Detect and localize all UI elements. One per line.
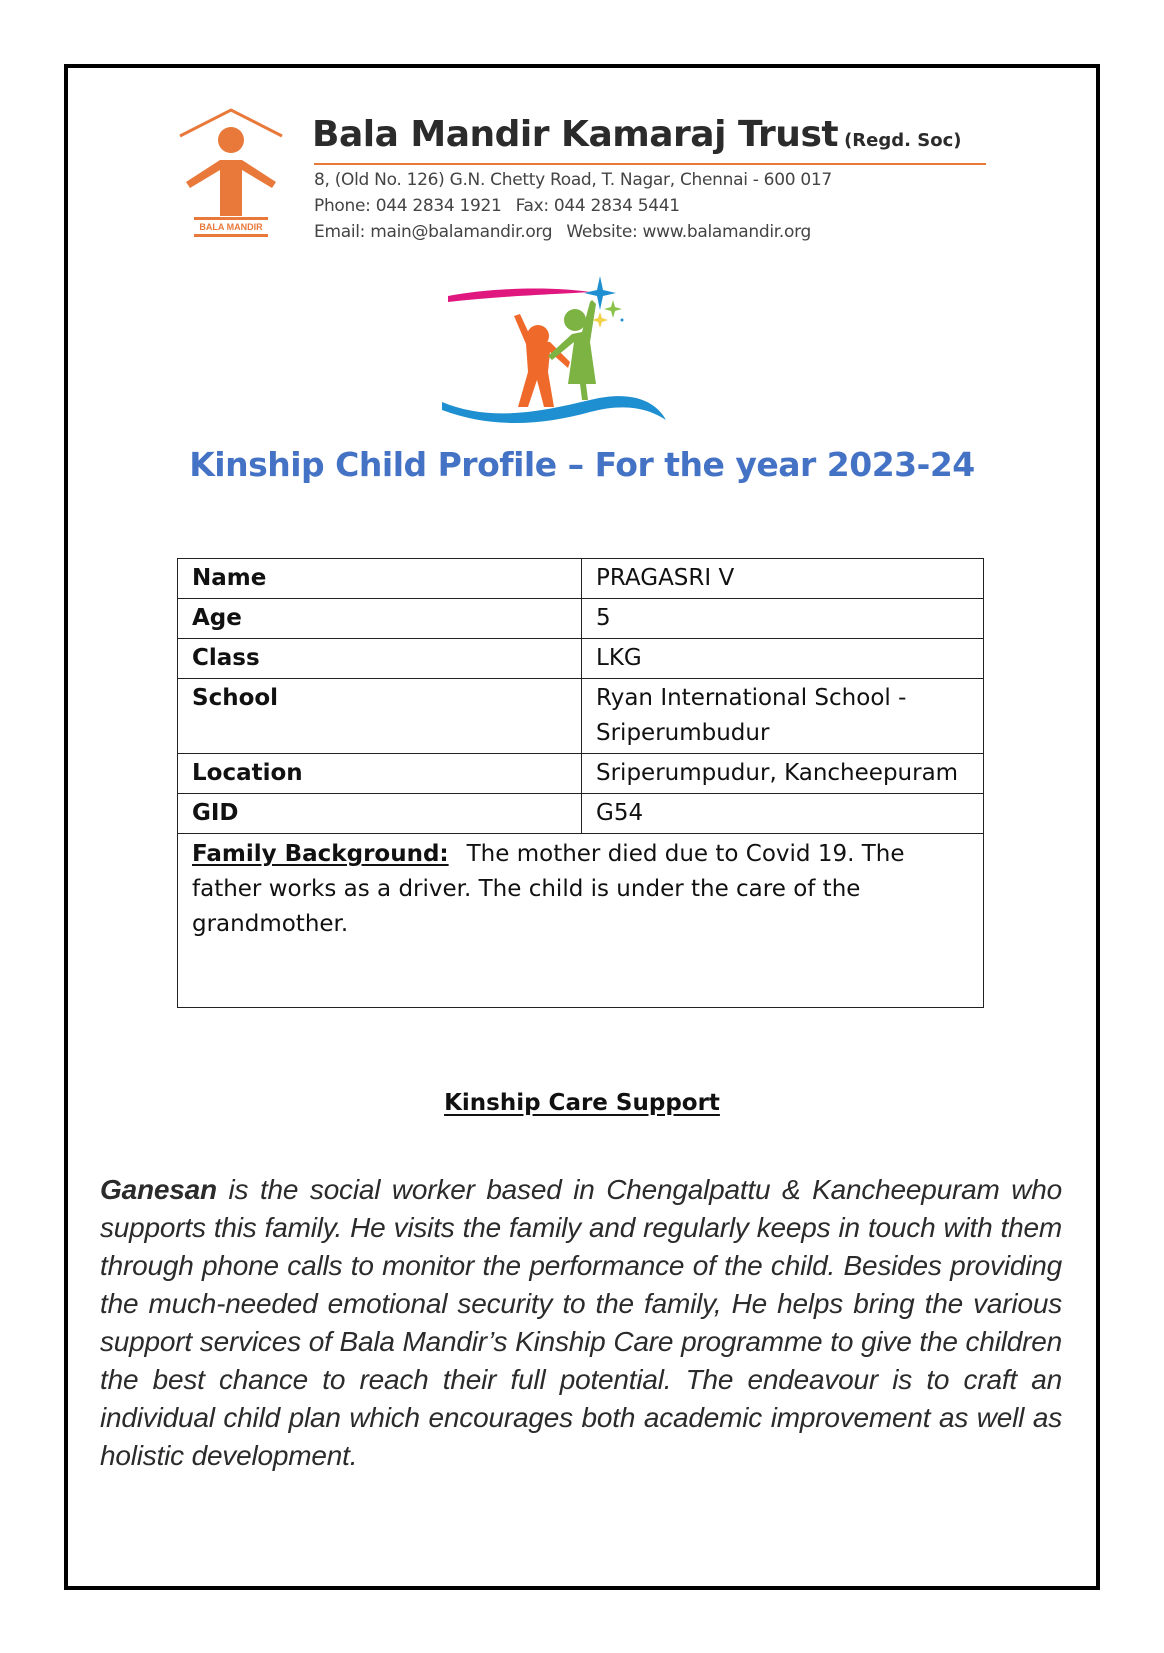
family-background-label: Family Background: (192, 841, 449, 867)
org-contact-phone-fax (314, 196, 680, 216)
row-value-class: LKG (582, 639, 984, 679)
org-address: 8, (Old No. 126) G.N. Chetty Road, T. Nagar, Chennai - 600 017 (314, 170, 832, 190)
org-registration: (Regd. Soc) (844, 130, 962, 151)
social-worker-name: Ganesan (100, 1174, 217, 1205)
page-title: Kinship Child Profile – For the year 2023-24 (189, 445, 975, 484)
ribbon-shape (448, 289, 590, 302)
star-blue-icon (584, 276, 616, 310)
row-label: School (178, 679, 582, 754)
row-label: Class (178, 639, 582, 679)
row-value-location: Sriperumpudur, Kancheepuram (582, 754, 984, 794)
section-heading-kinship-care-support: Kinship Care Support (444, 1090, 720, 1116)
star-green-icon (604, 300, 622, 318)
boy-figure (514, 314, 570, 407)
support-paragraph (100, 1171, 1062, 1475)
wave-shape (442, 396, 666, 423)
org-name-text: Bala Mandir Kamaraj Trust (312, 114, 839, 155)
star-yellow-icon (592, 312, 608, 328)
org-contact-web (314, 222, 811, 242)
children-reaching-stars-icon (440, 272, 680, 437)
logo-caption: BALA MANDIR (199, 222, 263, 232)
table-row (178, 639, 984, 679)
org-email[interactable]: Email: main@balamandir.org (314, 222, 553, 242)
family-background-row (178, 834, 984, 1008)
row-value-gid: G54 (582, 794, 984, 834)
table-row (178, 794, 984, 834)
row-label: Name (178, 559, 582, 599)
row-label: GID (178, 794, 582, 834)
girl-figure (548, 300, 596, 400)
table-row (178, 559, 984, 599)
row-value-school: Ryan International School - Sriperumbudur (582, 679, 984, 754)
org-name (312, 114, 961, 155)
letterhead-divider (314, 163, 986, 165)
table-row (178, 754, 984, 794)
family-background-text: The mother died due to Covid 19. The father works as a driver. The child is under the care of the grandmother. (192, 841, 905, 937)
house-person-icon (176, 108, 286, 243)
support-paragraph-text: is the social worker based in Chengalpattu & Kancheepuram who supports this family. He visits the family and regularly keeps in touch with them through phone calls to monitor the performance of the child. Besides providing the much-needed emotional security to the family, He helps bring the various support services of Bala Mandir’s Kinship Care programme to give the children the best chance to reach their full potential. The endeavour is to craft an individual child plan which encourages both academic improvement as well as holistic development. (100, 1174, 1062, 1471)
child-profile-table (177, 558, 984, 1008)
row-label: Location (178, 754, 582, 794)
org-fax: Fax: 044 2834 5441 (515, 196, 680, 216)
letterhead (176, 108, 996, 248)
org-phone: Phone: 044 2834 1921 (314, 196, 502, 216)
org-website[interactable]: Website: www.balamandir.org (566, 222, 811, 242)
table-row (178, 599, 984, 639)
table-row (178, 679, 984, 754)
family-background-cell (178, 834, 984, 1008)
row-value-age: 5 (582, 599, 984, 639)
row-value-name: PRAGASRI V (582, 559, 984, 599)
row-label: Age (178, 599, 582, 639)
